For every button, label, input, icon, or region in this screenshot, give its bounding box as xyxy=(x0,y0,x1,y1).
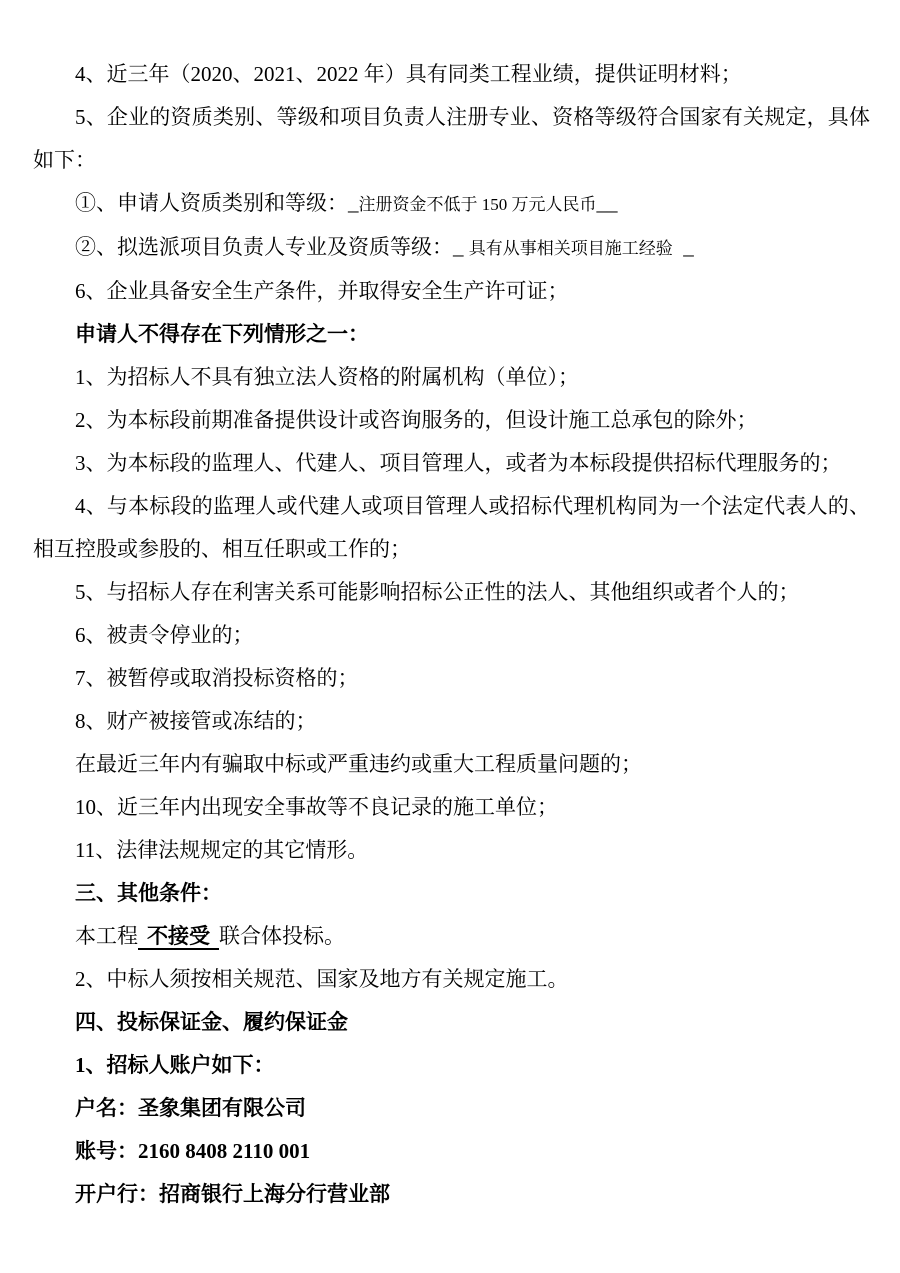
fill2-label: ②、拟选派项目负责人专业及资质等级： xyxy=(75,235,453,259)
joint-venture-suffix: 联合体投标。 xyxy=(219,924,345,948)
condition-item-10: 10、近三年内出现安全事故等不良记录的施工单位； xyxy=(75,795,558,819)
fill2-value: 具有从事相关项目施工经验 xyxy=(468,239,673,258)
joint-venture-prefix: 本工程 xyxy=(75,924,138,948)
fill1-value: 注册资金不低于 150 万元人民币 xyxy=(358,195,597,214)
paragraph-construction-regulation: 2、中标人须按相关规范、国家及地方有关规定施工。 xyxy=(75,967,569,991)
bank-account-number: 账号：2160 8408 2110 001 xyxy=(75,1139,311,1163)
fill1-label: ①、申请人资质类别和等级： xyxy=(75,191,348,215)
condition-item-6: 6、被责令停业的； xyxy=(75,623,254,647)
fill1-underscore-post: __ xyxy=(596,191,618,215)
condition-item-9: 在最近三年内有骗取中标或严重违约或重大工程质量问题的； xyxy=(75,752,642,776)
section-heading-other-conditions: 三、其他条件： xyxy=(75,881,222,905)
fill1-underscore-pre: _ xyxy=(348,191,359,215)
fill2-underscore-pre: _ xyxy=(453,235,469,259)
condition-item-2: 2、为本标段前期准备提供设计或咨询服务的，但设计施工总承包的除外； xyxy=(75,408,758,432)
paragraph-tenderer-account-heading: 1、招标人账户如下： xyxy=(75,1053,275,1077)
paragraph-applicant-qualification-fill xyxy=(33,182,870,226)
paragraph-track-record: 4、近三年（2020、2021、2022 年）具有同类工程业绩，提供证明材料； xyxy=(75,62,742,86)
bank-branch-name: 开户行：招商银行上海分行营业部 xyxy=(75,1182,390,1206)
section-heading-prohibited-conditions: 申请人不得存在下列情形之一： xyxy=(75,322,369,346)
condition-item-1: 1、为招标人不具有独立法人资格的附属机构（单位）； xyxy=(75,365,579,389)
bank-account-holder-name: 户名：圣象集团有限公司 xyxy=(75,1096,306,1120)
condition-item-4: 4、与本标段的监理人或代建人或项目管理人或招标代理机构同为一个法定代表人的、相互控股或参股的、相互任职或工作的； xyxy=(33,494,870,561)
condition-item-8: 8、财产被接管或冻结的； xyxy=(75,709,317,733)
condition-item-5: 5、与招标人存在利害关系可能影响招标公正性的法人、其他组织或者个人的； xyxy=(75,580,800,604)
paragraph-joint-venture xyxy=(33,915,870,958)
condition-item-11: 11、法律法规规定的其它情形。 xyxy=(75,838,369,862)
paragraph-project-leader-fill xyxy=(33,226,870,270)
joint-venture-not-accepted: 不接受 xyxy=(138,924,219,950)
condition-item-7: 7、被暂停或取消投标资格的； xyxy=(75,666,359,690)
fill2-underscore-post: _ xyxy=(672,235,694,259)
paragraph-qualification-requirement: 5、企业的资质类别、等级和项目负责人注册专业、资格等级符合国家有关规定，具体如下： xyxy=(33,105,870,172)
paragraph-safety-production: 6、企业具备安全生产条件，并取得安全生产许可证； xyxy=(75,279,569,303)
section-heading-bid-deposit: 四、投标保证金、履约保证金 xyxy=(75,1010,348,1034)
condition-item-3: 3、为本标段的监理人、代建人、项目管理人，或者为本标段提供招标代理服务的； xyxy=(75,451,842,475)
